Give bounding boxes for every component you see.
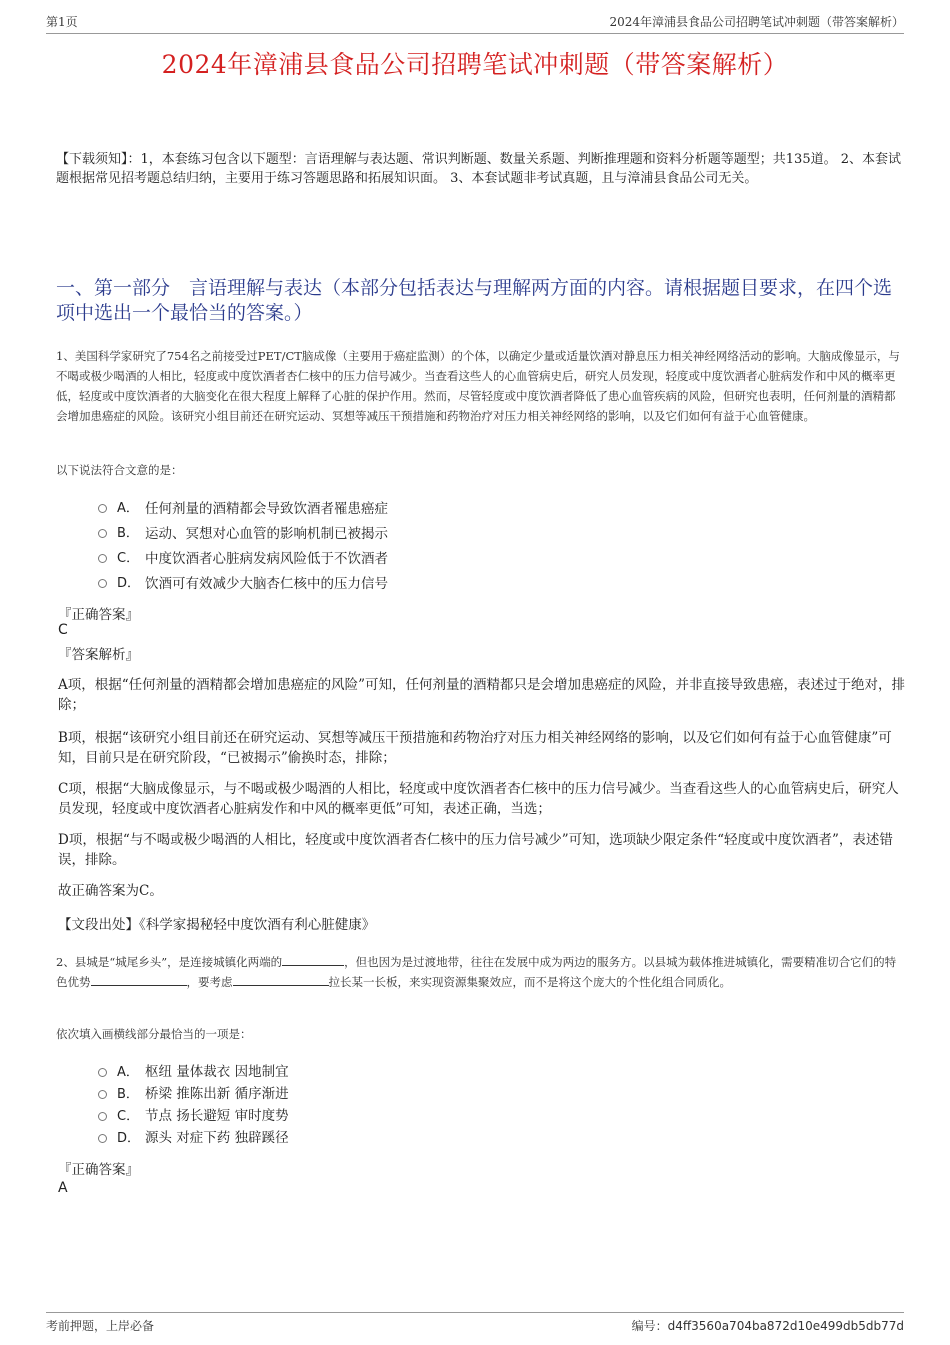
- radio-icon[interactable]: [98, 1068, 107, 1077]
- radio-icon[interactable]: [98, 504, 107, 513]
- analysis-a: A项，根据“任何剂量的酒精都会增加患癌症的风险”可知，任何剂量的酒精都只是会增加患癌症的风险，并非直接导致患癌，表述过于绝对，排除；: [58, 677, 906, 713]
- blank-3: [233, 973, 329, 986]
- document-code: 编号：d4ff3560a704ba872d10e499db5db77d: [631, 1319, 904, 1333]
- correct-answer-label: 『正确答案』: [58, 607, 139, 623]
- question-2-options: [98, 1059, 798, 1147]
- question-1-options: [98, 494, 798, 594]
- section-heading: 一、第一部分 言语理解与表达（本部分包括表达与理解两方面的内容。请根据题目要求，在四个选项中选出一个最恰当的答案。）: [56, 277, 893, 324]
- radio-icon[interactable]: [98, 1112, 107, 1121]
- analysis-d: D项，根据“与不喝或极少喝酒的人相比，轻度或中度饮酒者杏仁核中的压力信号减少”可知，选项缺少限定条件“轻度或中度饮酒者”，表述错误，排除。: [58, 832, 893, 868]
- option-text: 饮酒可有效减少大脑杏仁核中的压力信号: [145, 575, 388, 592]
- option-c[interactable]: C． 节点 扬长避短 审时度势: [98, 1103, 798, 1125]
- option-text: 源头 对症下药 独辟蹊径: [145, 1130, 289, 1146]
- option-c[interactable]: C． 中度饮酒者心脏病发病风险低于不饮酒者: [98, 544, 798, 569]
- option-text: 运动、冥想对心血管的影响机制已被揭示: [145, 525, 388, 542]
- correct-answer-label: 『正确答案』: [58, 1162, 139, 1178]
- option-text: 中度饮酒者心脏病发病风险低于不饮酒者: [145, 550, 388, 567]
- correct-answer: C: [58, 622, 68, 638]
- radio-icon[interactable]: [98, 1090, 107, 1099]
- option-a[interactable]: A． 任何剂量的酒精都会导致饮酒者罹患癌症: [98, 494, 798, 519]
- analysis-label: 『答案解析』: [58, 647, 139, 663]
- analysis-c: C项，根据“大脑成像显示，与不喝或极少喝酒的人相比，轻度或中度饮酒者杏仁核中的压力信号减少。当查看这些人的心血管病史后，研究人员发现，轻度或中度饮酒者心脏病发作和中风的概率更低”可知，表述正确，当选；: [58, 781, 899, 817]
- option-b[interactable]: B． 桥梁 推陈出新 循序渐进: [98, 1081, 798, 1103]
- option-text: 桥梁 推陈出新 循序渐进: [145, 1086, 289, 1102]
- radio-icon[interactable]: [98, 1134, 107, 1143]
- radio-icon[interactable]: [98, 579, 107, 588]
- page-number: 第1页: [46, 15, 78, 29]
- page-header: [46, 14, 904, 34]
- footer-slogan: 考前押题，上岸必备: [46, 1319, 155, 1333]
- document-title: 2024年漳浦县食品公司招聘笔试冲刺题（带答案解析）: [161, 50, 789, 79]
- question-1-prompt: 以下说法符合文意的是：: [56, 463, 183, 477]
- option-text: 节点 扬长避短 审时度势: [145, 1108, 289, 1124]
- analysis-b: B项，根据“该研究小组目前还在研究运动、冥想等减压干预措施和药物治疗对压力相关神经网络的影响，以及它们如何有益于心血管健康”可知，目前只是在研究阶段，“已被揭示”偷换时态，排除；: [58, 730, 892, 766]
- download-notice: 【下载须知】：1，本套练习包含以下题型：言语理解与表达题、常识判断题、数量关系题、判断推理题和资料分析题等题型；共135道。 2、本套试题根据常见招考题总结归纳，主要用于练习答题思路和拓展知识面。 3、本套试题非考试真题，且与漳浦县食品公司无关。: [56, 152, 901, 186]
- analysis-conclusion: 故正确答案为C。: [58, 883, 163, 899]
- question-1-passage: 1、美国科学家研究了754名之前接受过PET/CT脑成像（主要用于癌症监测）的个体，以确定少量或适量饮酒对静息压力相关神经网络活动的影响。大脑成像显示，与不喝或极少喝酒的人相比，轻度或中度饮酒者杏仁核中的压力信号减少。当查看这些人的心血管病史后，研究人员发现，轻度或中度饮酒者心脏病发作和中风的概率更低，轻度或中度饮酒者的大脑变化在很大程度上解释了心脏的保护作用。然而，尽管轻度或中度饮酒者降低了患心血管疾病的风险，但研究也表明，任何剂量的酒精都会增加患癌症的风险。该研究小组目前还在研究运动、冥想等减压干预措施和药物治疗对压力相关神经网络的影响，以及它们如何有益于心血管健康。: [56, 349, 900, 423]
- blank-2: [91, 973, 187, 986]
- question-2-prompt: 依次填入画横线部分最恰当的一项是：: [56, 1027, 252, 1041]
- correct-answer: A: [58, 1180, 68, 1196]
- option-text: 枢纽 量体裁衣 因地制宜: [145, 1064, 289, 1080]
- option-d[interactable]: D． 源头 对症下药 独辟蹊径: [98, 1125, 798, 1147]
- radio-icon[interactable]: [98, 529, 107, 538]
- option-text: 任何剂量的酒精都会导致饮酒者罹患癌症: [145, 500, 388, 517]
- running-title: 2024年漳浦县食品公司招聘笔试冲刺题（带答案解析）: [609, 15, 904, 29]
- radio-icon[interactable]: [98, 554, 107, 563]
- option-b[interactable]: B． 运动、冥想对心血管的影响机制已被揭示: [98, 519, 798, 544]
- passage-source: 【文段出处】《科学家揭秘轻中度饮酒有利心脏健康》: [58, 917, 376, 933]
- blank-1: [282, 953, 344, 966]
- question-2-passage: 2、县城是“城尾乡头”，是连接城镇化两端的 ，但也因为是过渡地带，往往在发展中成为两边的服务方。以县城为载体推进城镇化，需要精准切合它们的特色优势 ，要考虑 拉长某一长板，来实现资源集聚效应，而不是将这个庞大的个性化组合同质化。: [56, 955, 897, 989]
- page-footer: [46, 1312, 904, 1334]
- option-d[interactable]: D． 饮酒可有效减少大脑杏仁核中的压力信号: [98, 569, 798, 594]
- option-a[interactable]: A． 枢纽 量体裁衣 因地制宜: [98, 1059, 798, 1081]
